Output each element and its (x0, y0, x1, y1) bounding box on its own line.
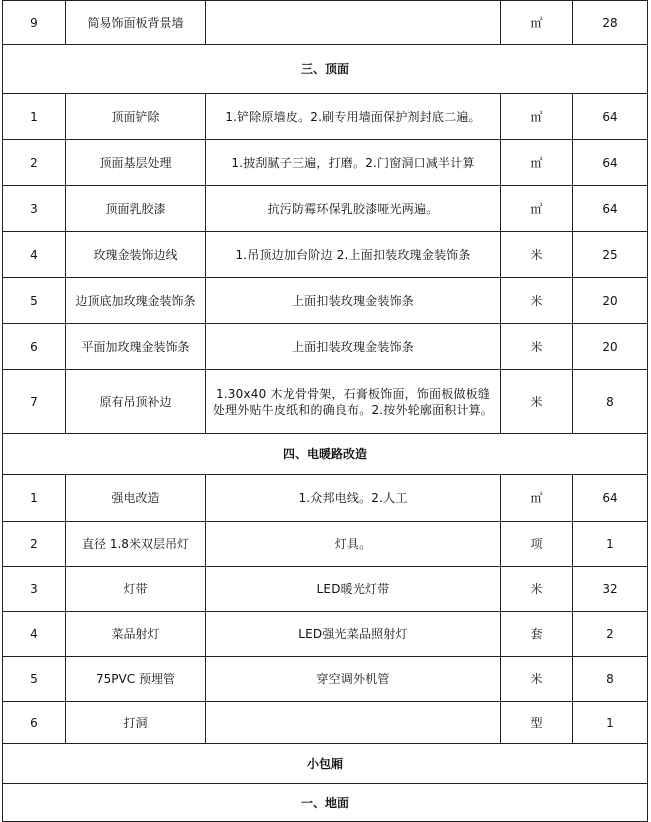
section-title: 一、地面 (3, 784, 648, 822)
unit: 米 (501, 278, 573, 324)
item-description: 上面扣装玫瑰金装饰条 (206, 324, 501, 370)
table-row (3, 1, 648, 45)
table-row (3, 140, 648, 186)
unit: 米 (501, 370, 573, 434)
unit: 米 (501, 232, 573, 278)
item-description: LED暖光灯带 (206, 567, 501, 612)
table-row (3, 278, 648, 324)
room-header-row (3, 744, 648, 784)
section-header-row (3, 434, 648, 475)
table-row (3, 94, 648, 140)
row-number: 5 (3, 278, 66, 324)
unit: ㎡ (501, 140, 573, 186)
quantity: 25 (573, 232, 648, 278)
item-description: 1.30x40 木龙骨骨架，石膏板饰面，饰面板做板缝处理外贴牛皮纸和的确良布。2.按外轮廓面积计算。 (206, 370, 501, 434)
table-row (3, 186, 648, 232)
row-number: 6 (3, 702, 66, 744)
unit: 型 (501, 702, 573, 744)
item-description: 抗污防霉环保乳胶漆哑光两遍。 (206, 186, 501, 232)
item-name: 顶面乳胶漆 (66, 186, 206, 232)
row-number: 3 (3, 567, 66, 612)
item-description: 1.铲除原墙皮。2.刷专用墙面保护剂封底二遍。 (206, 94, 501, 140)
unit: 米 (501, 567, 573, 612)
quantity: 28 (573, 1, 648, 45)
item-name: 菜品射灯 (66, 612, 206, 657)
item-name: 原有吊顶补边 (66, 370, 206, 434)
row-number: 3 (3, 186, 66, 232)
quantity: 20 (573, 278, 648, 324)
table-row (3, 567, 648, 612)
quantity: 64 (573, 140, 648, 186)
unit: ㎡ (501, 475, 573, 522)
quantity: 64 (573, 94, 648, 140)
item-name: 75PVC 预埋管 (66, 657, 206, 702)
item-name: 简易饰面板背景墙 (66, 1, 206, 45)
table-row (3, 370, 648, 434)
table-row (3, 702, 648, 744)
unit: 米 (501, 324, 573, 370)
row-number: 4 (3, 612, 66, 657)
row-number: 4 (3, 232, 66, 278)
item-name: 顶面基层处理 (66, 140, 206, 186)
row-number: 6 (3, 324, 66, 370)
item-name: 顶面铲除 (66, 94, 206, 140)
section-title: 四、电暖路改造 (3, 434, 648, 475)
row-number: 2 (3, 140, 66, 186)
item-name: 玫瑰金装饰边线 (66, 232, 206, 278)
room-title: 小包厢 (3, 744, 648, 784)
item-description: 上面扣装玫瑰金装饰条 (206, 278, 501, 324)
unit: ㎡ (501, 1, 573, 45)
item-description: 1.吊顶边加台阶边 2.上面扣装玫瑰金装饰条 (206, 232, 501, 278)
quantity: 1 (573, 702, 648, 744)
table-row (3, 232, 648, 278)
row-number: 2 (3, 522, 66, 567)
quantity: 8 (573, 657, 648, 702)
row-number: 1 (3, 94, 66, 140)
row-number: 5 (3, 657, 66, 702)
quantity: 1 (573, 522, 648, 567)
item-name: 边顶底加玫瑰金装饰条 (66, 278, 206, 324)
quantity: 2 (573, 612, 648, 657)
unit: ㎡ (501, 94, 573, 140)
section-header-row (3, 784, 648, 822)
quantity: 64 (573, 186, 648, 232)
item-description (206, 1, 501, 45)
row-number: 9 (3, 1, 66, 45)
table-row (3, 522, 648, 567)
item-name: 打洞 (66, 702, 206, 744)
quotation-table (2, 0, 648, 822)
table-row (3, 657, 648, 702)
row-number: 1 (3, 475, 66, 522)
item-description: 灯具。 (206, 522, 501, 567)
item-description: LED强光菜品照射灯 (206, 612, 501, 657)
item-name: 灯带 (66, 567, 206, 612)
item-name: 强电改造 (66, 475, 206, 522)
unit: 套 (501, 612, 573, 657)
table-row (3, 324, 648, 370)
item-name: 平面加玫瑰金装饰条 (66, 324, 206, 370)
item-description: 1.披刮腻子三遍，打磨。2.门窗洞口减半计算 (206, 140, 501, 186)
table-row (3, 612, 648, 657)
table-row (3, 475, 648, 522)
quantity: 20 (573, 324, 648, 370)
unit: ㎡ (501, 186, 573, 232)
item-description: 1.众邦电线。2.人工 (206, 475, 501, 522)
section-header-row (3, 45, 648, 94)
item-name: 直径 1.8米双层吊灯 (66, 522, 206, 567)
unit: 项 (501, 522, 573, 567)
row-number: 7 (3, 370, 66, 434)
item-description: 穿空调外机管 (206, 657, 501, 702)
section-title: 三、顶面 (3, 45, 648, 94)
quantity: 8 (573, 370, 648, 434)
item-description (206, 702, 501, 744)
quantity: 32 (573, 567, 648, 612)
quantity: 64 (573, 475, 648, 522)
unit: 米 (501, 657, 573, 702)
